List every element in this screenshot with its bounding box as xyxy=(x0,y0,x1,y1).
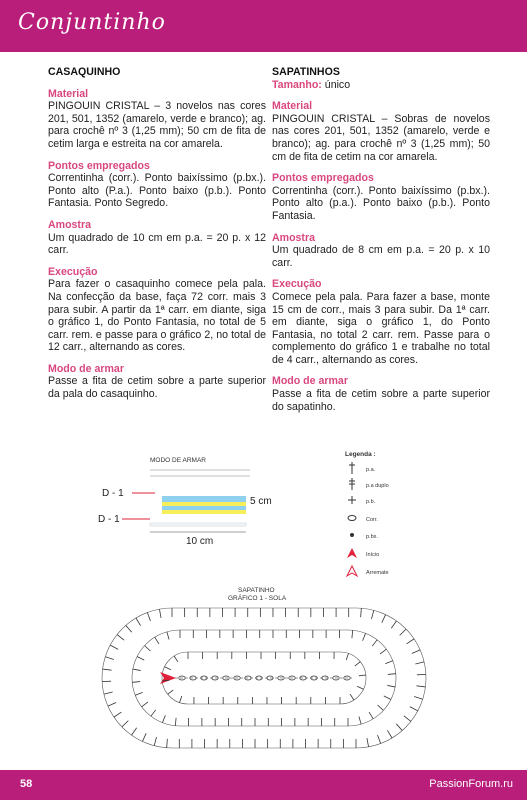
stitch-mark xyxy=(168,690,173,694)
stitch-mark xyxy=(142,733,146,741)
stitch-mark xyxy=(384,696,391,700)
legend-arremate: Arremate xyxy=(366,570,389,576)
amostra-text: Um quadrado de 8 cm em p.a. = 20 p. x 10 carr. xyxy=(272,244,490,269)
stitch-mark xyxy=(378,705,384,710)
stitch-mark xyxy=(137,657,144,661)
stitch-mark xyxy=(346,653,348,660)
stitch-mark xyxy=(367,738,369,747)
stitch-mark xyxy=(165,667,171,670)
material-heading: Material xyxy=(272,100,313,113)
chart-title: SAPATINHO xyxy=(238,587,275,594)
stitch-mark xyxy=(357,686,363,689)
stitch-mark xyxy=(382,615,386,623)
stitch-mark xyxy=(162,715,165,722)
stitch-mark xyxy=(167,739,168,748)
stitch-mark xyxy=(380,649,386,654)
pontos-text: Correntinha (corr.). Ponto baixíssimo (p.bx.). Ponto alto (P.a.). Ponto baixo (p.b.). Ponto Fantasia. Ponto Segredo. xyxy=(48,172,266,210)
stitch-mark xyxy=(117,635,124,641)
dim-height-label: 5 cm xyxy=(250,496,272,507)
stitch-mark xyxy=(363,633,366,640)
arremate-icon xyxy=(347,566,357,576)
dim-width-label: 10 cm xyxy=(186,536,214,547)
diagram-area xyxy=(0,440,527,760)
stitch-mark xyxy=(385,661,392,664)
stitch-mark xyxy=(131,728,136,735)
legend-pbx: p.bx. xyxy=(366,534,378,540)
stitch-mark xyxy=(410,707,418,711)
chart-subtitle: GRÁFICO 1 - SOLA xyxy=(228,595,287,602)
material-text: PINGOUIN CRISTAL – Sobras de novelos nas cores 201, 501, 1352 (amarelo, verde e branco); ag. para crochê nº 3 (1,25 mm); 50 cm de fita de cetim na cor amarela. xyxy=(272,112,490,163)
stitch-mark xyxy=(155,637,159,644)
blue-band xyxy=(162,506,246,510)
execucao-heading: Execução xyxy=(48,265,98,278)
stitch-mark xyxy=(391,621,396,628)
sapatinhos-column xyxy=(272,66,490,413)
stitch-mark xyxy=(154,737,156,746)
sapatinhos-title: SAPATINHOS xyxy=(272,66,340,78)
stitch-mark xyxy=(361,608,362,617)
amostra-heading: Amostra xyxy=(48,218,91,231)
legend-pa-duplo: p.a duplo xyxy=(366,483,389,489)
stitch-mark xyxy=(135,692,142,695)
yellow-band xyxy=(162,510,246,514)
stitch-mark xyxy=(126,625,132,632)
yellow-band xyxy=(162,502,246,506)
page-title: Conjuntinho xyxy=(18,10,166,35)
stitch-mark xyxy=(175,718,176,726)
pbx-symbol xyxy=(350,533,354,537)
sole-crochet-chart xyxy=(102,608,426,748)
stitch-mark xyxy=(180,696,182,703)
tamanho-label: Tamanho: xyxy=(272,78,322,91)
stitch-mark xyxy=(142,702,148,707)
stitch-mark xyxy=(359,675,366,676)
casaquinho-column xyxy=(48,66,266,401)
pontos-heading: Pontos empregados xyxy=(48,159,150,172)
stitch-mark xyxy=(414,697,423,700)
stitch-mark xyxy=(369,712,373,719)
execucao-text: Comece pela pala. Para fazer a base, monte 15 cm de corr., mais 3 para subir. Da 1ª carr. em diante, siga o gráfico 1, do Ponto Fantasia, no total 2 carr. rem. Passe para o complemento do gráfico 1 e trabalhe no total de 4 carr., alternando as cores. xyxy=(272,290,490,366)
execucao-heading: Execução xyxy=(272,278,322,291)
stitch-mark xyxy=(400,629,406,635)
legend-pb: p.b. xyxy=(366,499,376,505)
stitch-mark xyxy=(372,640,377,646)
legend-pa: p.a. xyxy=(366,467,376,473)
stitch-mark xyxy=(147,613,150,621)
modo-heading: Modo de armar xyxy=(272,375,348,388)
stitch-mark xyxy=(350,694,354,700)
legend-corr: Corr. xyxy=(366,517,378,523)
stitch-mark xyxy=(387,685,395,686)
stitch-mark xyxy=(105,657,114,660)
execucao-text: Para fazer o casaquinho comece pela pala. Na confecção da base, faça 72 corr. mais 3 para subir. A partir da 1ª carr. em diante, siga o gráfico 1, do Ponto Fantasia, no total de 5 carr. rem. e passe para o gráfico 2, no total de 12 carr., alternando as cores. xyxy=(48,278,266,354)
page-number: 58 xyxy=(20,778,33,790)
legend-inicio: Início xyxy=(366,552,380,558)
inicio-marker xyxy=(160,672,176,684)
stitch-mark xyxy=(359,716,361,724)
casaquinho-title: CASAQUINHO xyxy=(48,66,121,78)
stitch-mark xyxy=(145,646,151,651)
stitch-mark xyxy=(167,632,169,640)
page-header xyxy=(0,0,527,52)
stitch-mark xyxy=(415,662,424,664)
stitch-mark xyxy=(355,662,360,666)
stitch-mark xyxy=(412,650,420,654)
stitch-mark xyxy=(114,712,121,717)
corr-symbol xyxy=(348,516,356,521)
blue-band xyxy=(162,496,246,502)
stitch-mark xyxy=(174,656,178,662)
pontos-text: Correntinha (corr.). Ponto baixíssimo (p.bx.). Ponto alto (p.a.). Ponto baixo (p.b.). Ponto Fantasia. xyxy=(272,184,490,222)
modo-armar-title: MODO DE ARMAR xyxy=(150,457,206,464)
stitch-mark xyxy=(110,645,118,649)
pontos-heading: Pontos empregados xyxy=(272,172,374,185)
material-text: PINGOUIN CRISTAL – 3 novelos nas cores 201, 501, 1352 (amarelo, verde e branco); ag. para crochê nº 3 (1,25 mm); 50 cm de fita de cetim larga e estreita na cor amarela. xyxy=(48,100,266,150)
stitch-mark xyxy=(132,682,140,683)
stitch-mark xyxy=(133,669,141,670)
tamanho-line xyxy=(272,79,490,92)
d1-lower-label: D - 1 xyxy=(98,514,120,525)
diagram-svg xyxy=(0,440,527,760)
tamanho-value: único xyxy=(324,78,351,91)
stitch-mark xyxy=(159,609,161,618)
stitch-mark xyxy=(108,702,116,706)
modo-heading: Modo de armar xyxy=(48,362,124,375)
material-heading: Material xyxy=(48,87,89,100)
page-footer xyxy=(0,770,527,800)
stitch-mark xyxy=(378,735,381,743)
stitch-mark xyxy=(136,618,141,626)
d1-upper-label: D - 1 xyxy=(102,488,124,499)
stitch-mark xyxy=(151,710,156,716)
stitch-mark xyxy=(388,674,396,675)
stitch-mark xyxy=(404,716,411,722)
modo-text: Passe a fita de cetim sobre a parte superior da pala do casaquinho. xyxy=(48,375,266,401)
modo-text: Passe a fita de cetim sobre a parte superior do sapatinho. xyxy=(272,388,490,413)
stitch-mark xyxy=(352,630,353,638)
stitch-mark xyxy=(407,639,414,644)
stitch-mark xyxy=(103,669,112,670)
stitch-mark xyxy=(122,721,128,727)
stitch-mark xyxy=(371,610,373,619)
amostra-heading: Amostra xyxy=(272,231,315,244)
stitch-mark xyxy=(416,686,425,687)
sole-outer-row xyxy=(102,608,426,748)
stitch-mark xyxy=(104,692,113,694)
body-rect xyxy=(150,523,246,526)
site-watermark: PassionForum.ru xyxy=(429,778,513,790)
inicio-icon xyxy=(347,548,357,558)
amostra-text: Um quadrado de 10 cm em p.a. = 20 p. x 12 carr. xyxy=(48,231,266,257)
stitch-mark xyxy=(396,724,402,731)
legend-title: Legenda : xyxy=(345,451,376,458)
stitch-mark xyxy=(387,730,392,738)
